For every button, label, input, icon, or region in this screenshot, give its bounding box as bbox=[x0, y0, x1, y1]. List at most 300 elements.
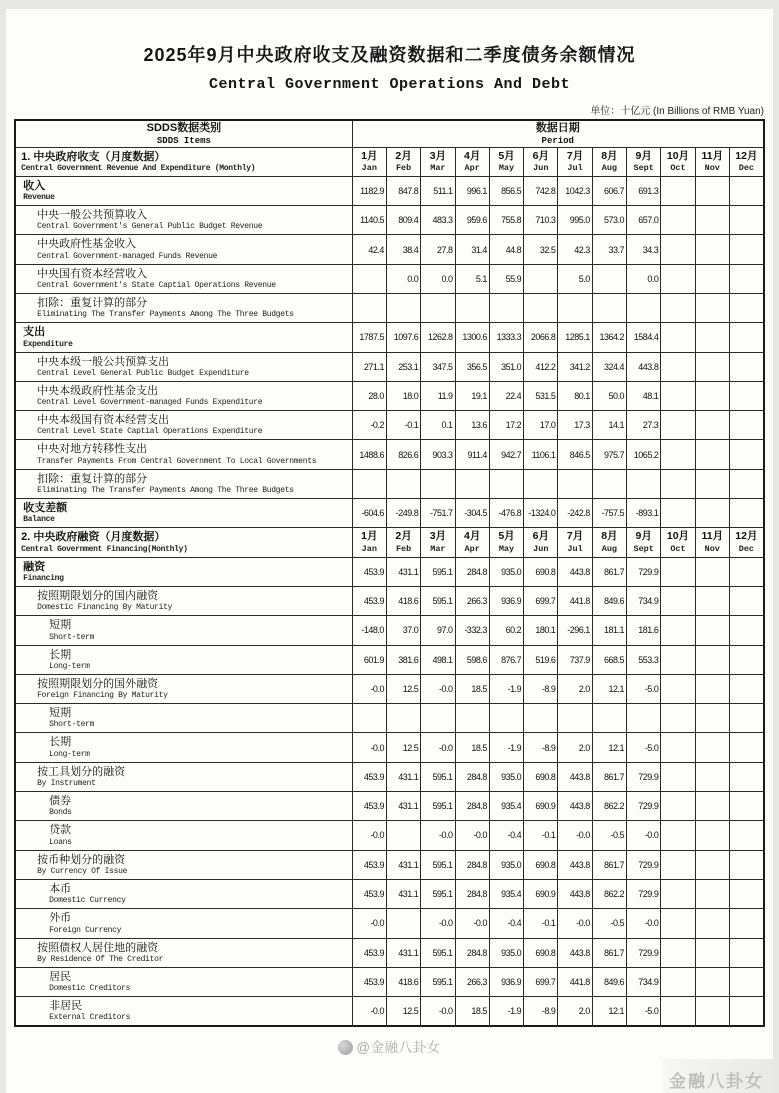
month-label-en: Dec bbox=[738, 163, 755, 174]
watermark-text: @金融八卦女 bbox=[356, 1040, 441, 1056]
value-cell: 573.0 bbox=[592, 206, 626, 235]
unit-note: 单位：十亿元 (In Billions of RMB Yuan) bbox=[590, 106, 764, 117]
value-cell bbox=[695, 323, 729, 352]
month-label-en: May bbox=[498, 544, 515, 555]
value-cell: 180.1 bbox=[524, 616, 558, 645]
value-cell: 846.5 bbox=[558, 440, 592, 469]
row-label-cell bbox=[15, 176, 352, 205]
row-label-cell bbox=[15, 879, 352, 908]
table-row bbox=[15, 792, 764, 821]
value-cell: -0.0 bbox=[352, 674, 386, 703]
value-cell bbox=[729, 674, 763, 703]
value-cell bbox=[661, 323, 695, 352]
row-label-cell bbox=[15, 762, 352, 791]
month-header-cell bbox=[592, 528, 626, 557]
month-label-cn: 3月 bbox=[429, 149, 447, 162]
month-header-cell bbox=[661, 147, 695, 176]
value-cell: -249.8 bbox=[386, 499, 420, 528]
value-cell: 431.1 bbox=[386, 557, 420, 586]
value-cell: 453.9 bbox=[352, 762, 386, 791]
value-cell bbox=[695, 264, 729, 293]
value-cell: 862.2 bbox=[592, 792, 626, 821]
table-row bbox=[15, 381, 764, 410]
value-cell: 1285.1 bbox=[558, 323, 592, 352]
value-cell: 601.9 bbox=[352, 645, 386, 674]
row-label-en: Domestic Currency bbox=[49, 896, 126, 906]
value-cell: 1787.5 bbox=[352, 323, 386, 352]
month-header-cell bbox=[489, 147, 523, 176]
value-cell: 38.4 bbox=[386, 235, 420, 264]
row-label-en: Loans bbox=[49, 837, 72, 847]
value-cell bbox=[729, 704, 763, 733]
row-label-cell bbox=[15, 674, 352, 703]
value-cell: 33.7 bbox=[592, 235, 626, 264]
month-label-cn: 3月 bbox=[429, 530, 447, 543]
value-cell bbox=[455, 704, 489, 733]
month-label-en: Apr bbox=[464, 544, 480, 555]
value-cell: -1324.0 bbox=[524, 499, 558, 528]
value-cell: 942.7 bbox=[489, 440, 523, 469]
value-cell: -0.1 bbox=[524, 821, 558, 850]
value-cell: 32.5 bbox=[524, 235, 558, 264]
section-header-row bbox=[15, 528, 764, 557]
value-cell: 12.1 bbox=[592, 674, 626, 703]
value-cell: 737.9 bbox=[558, 645, 592, 674]
value-cell: 606.7 bbox=[592, 176, 626, 205]
value-cell: 690.8 bbox=[524, 557, 558, 586]
value-cell: 443.8 bbox=[558, 792, 592, 821]
month-label-en: Dec bbox=[738, 544, 755, 555]
row-label-cell bbox=[15, 616, 352, 645]
value-cell bbox=[695, 381, 729, 410]
value-cell: 1065.2 bbox=[627, 440, 661, 469]
value-cell: 31.4 bbox=[455, 235, 489, 264]
value-cell: 0.1 bbox=[421, 411, 455, 440]
value-cell bbox=[661, 645, 695, 674]
value-cell bbox=[386, 469, 420, 498]
value-cell: 935.0 bbox=[489, 762, 523, 791]
value-cell: 181.6 bbox=[627, 616, 661, 645]
row-label-en: Revenue bbox=[23, 193, 55, 203]
table-row bbox=[15, 938, 764, 967]
table-row bbox=[15, 499, 764, 528]
value-cell: 431.1 bbox=[386, 792, 420, 821]
page-title-cn: 2025年9月中央政府收支及融资数据和二季度债务余额情况 bbox=[143, 45, 636, 65]
row-label-cell bbox=[15, 997, 352, 1027]
value-cell bbox=[592, 469, 626, 498]
value-cell bbox=[524, 469, 558, 498]
value-cell: -296.1 bbox=[558, 616, 592, 645]
month-label-cn: 2月 bbox=[395, 530, 412, 543]
month-header-cell bbox=[558, 147, 592, 176]
value-cell: 431.1 bbox=[386, 938, 420, 967]
value-cell: 690.9 bbox=[524, 879, 558, 908]
month-label-en: Jan bbox=[361, 163, 377, 174]
month-label-en: Mar bbox=[430, 163, 446, 174]
value-cell: 911.4 bbox=[455, 440, 489, 469]
value-cell: -0.0 bbox=[352, 909, 386, 938]
value-cell: 284.8 bbox=[455, 557, 489, 586]
value-cell: 431.1 bbox=[386, 879, 420, 908]
value-cell: 862.2 bbox=[592, 879, 626, 908]
month-label-cn: 12月 bbox=[735, 530, 758, 543]
value-cell bbox=[729, 997, 763, 1027]
value-cell: 17.0 bbox=[524, 411, 558, 440]
value-cell: -0.4 bbox=[489, 821, 523, 850]
value-cell bbox=[386, 293, 420, 322]
value-cell: -5.0 bbox=[627, 997, 661, 1027]
row-label-en: Balance bbox=[23, 515, 55, 525]
row-label-cell bbox=[15, 938, 352, 967]
month-label-en: Oct bbox=[670, 544, 686, 555]
value-cell: 5.1 bbox=[455, 264, 489, 293]
month-label-en: Aug bbox=[601, 163, 618, 174]
value-cell bbox=[661, 879, 695, 908]
value-cell bbox=[695, 293, 729, 322]
row-label-en: Foreign Financing By Maturity bbox=[37, 691, 168, 701]
row-label-en: Central Level General Public Budget Expenditure bbox=[37, 368, 249, 378]
table-row bbox=[15, 235, 764, 264]
month-label-cn: 5月 bbox=[498, 149, 515, 162]
value-cell bbox=[661, 206, 695, 235]
value-cell: 324.4 bbox=[592, 352, 626, 381]
value-cell: 27.3 bbox=[627, 411, 661, 440]
value-cell bbox=[729, 821, 763, 850]
month-label-cn: 1月 bbox=[361, 530, 378, 543]
row-label-cn: 债券 bbox=[49, 795, 72, 808]
row-label-cell bbox=[15, 821, 352, 850]
row-label-en: Expenditure bbox=[23, 339, 73, 349]
month-label-cn: 7月 bbox=[566, 149, 584, 162]
value-cell bbox=[627, 704, 661, 733]
row-label-cell bbox=[15, 381, 352, 410]
value-cell: 17.2 bbox=[489, 411, 523, 440]
value-cell: 657.0 bbox=[627, 206, 661, 235]
value-cell: -5.0 bbox=[627, 674, 661, 703]
value-cell: 690.8 bbox=[524, 938, 558, 967]
value-cell bbox=[661, 733, 695, 762]
row-label-cn: 短期 bbox=[49, 707, 72, 720]
value-cell: -8.9 bbox=[524, 674, 558, 703]
value-cell bbox=[558, 469, 592, 498]
month-label-en: Jun bbox=[533, 544, 549, 555]
value-cell: 996.1 bbox=[455, 176, 489, 205]
value-cell: 37.0 bbox=[386, 616, 420, 645]
value-cell: 12.1 bbox=[592, 733, 626, 762]
month-header-cell bbox=[386, 147, 420, 176]
value-cell bbox=[661, 586, 695, 615]
value-cell: 1364.2 bbox=[592, 323, 626, 352]
value-cell bbox=[661, 909, 695, 938]
value-cell: 12.5 bbox=[386, 733, 420, 762]
value-cell: 266.3 bbox=[455, 586, 489, 615]
row-label-cn: 扣除：重复计算的部分 bbox=[37, 296, 148, 309]
value-cell: 19.1 bbox=[455, 381, 489, 410]
value-cell: 856.5 bbox=[489, 176, 523, 205]
month-label-cn: 12月 bbox=[735, 149, 758, 162]
value-cell: 498.1 bbox=[421, 645, 455, 674]
value-cell: 2.0 bbox=[558, 674, 592, 703]
month-label-cn: 9月 bbox=[635, 530, 652, 543]
value-cell: 12.5 bbox=[386, 674, 420, 703]
row-label-en: Central Level Government-managed Funds Expenditure bbox=[37, 398, 263, 408]
value-cell: 2.0 bbox=[558, 997, 592, 1027]
value-cell: 44.8 bbox=[489, 235, 523, 264]
row-label-en: Financing bbox=[23, 573, 64, 583]
value-cell: 531.5 bbox=[524, 381, 558, 410]
value-cell: 418.6 bbox=[386, 967, 420, 996]
month-label-cn: 7月 bbox=[566, 530, 584, 543]
value-cell: -0.2 bbox=[352, 411, 386, 440]
row-label-cn: 按币种划分的融资 bbox=[37, 853, 126, 866]
month-label-en: Feb bbox=[395, 163, 412, 174]
table-row bbox=[15, 557, 764, 586]
value-cell: 1584.4 bbox=[627, 323, 661, 352]
value-cell: 271.1 bbox=[352, 352, 386, 381]
value-cell: 690.8 bbox=[524, 762, 558, 791]
value-cell: 1042.3 bbox=[558, 176, 592, 205]
row-label-cn: 居民 bbox=[49, 970, 72, 983]
value-cell: 598.6 bbox=[455, 645, 489, 674]
value-cell: -0.0 bbox=[421, 674, 455, 703]
value-cell: 483.3 bbox=[421, 206, 455, 235]
value-cell: 50.0 bbox=[592, 381, 626, 410]
table-row bbox=[15, 440, 764, 469]
row-label-cn: 中央对地方转移性支出 bbox=[37, 443, 148, 456]
value-cell bbox=[695, 909, 729, 938]
row-label-cn: 长期 bbox=[49, 736, 72, 749]
value-cell: 959.6 bbox=[455, 206, 489, 235]
value-cell: 18.5 bbox=[455, 674, 489, 703]
month-label-cn: 8月 bbox=[601, 149, 618, 162]
value-cell bbox=[661, 499, 695, 528]
month-label-en: Jul bbox=[567, 163, 583, 174]
value-cell bbox=[627, 469, 661, 498]
value-cell: 341.2 bbox=[558, 352, 592, 381]
value-cell: 553.3 bbox=[627, 645, 661, 674]
value-cell bbox=[661, 938, 695, 967]
value-cell bbox=[524, 264, 558, 293]
value-cell: 809.4 bbox=[386, 206, 420, 235]
table-row bbox=[15, 586, 764, 615]
row-label-cn: 中央本级国有资本经营支出 bbox=[37, 414, 170, 427]
value-cell bbox=[352, 469, 386, 498]
month-header-cell bbox=[729, 147, 763, 176]
data-table bbox=[14, 119, 765, 1027]
month-label-en: May bbox=[498, 163, 515, 174]
month-header-cell bbox=[592, 147, 626, 176]
month-label-en: Jun bbox=[533, 163, 549, 174]
period-label-cn: 数据日期 bbox=[535, 122, 580, 135]
row-label-cn: 收入 bbox=[23, 179, 46, 192]
value-cell: 935.4 bbox=[489, 879, 523, 908]
table-row bbox=[15, 206, 764, 235]
value-cell bbox=[695, 176, 729, 205]
row-label-cell bbox=[15, 264, 352, 293]
value-cell: 995.0 bbox=[558, 206, 592, 235]
value-cell: -751.7 bbox=[421, 499, 455, 528]
value-cell bbox=[695, 762, 729, 791]
value-cell bbox=[729, 440, 763, 469]
value-cell: 284.8 bbox=[455, 850, 489, 879]
value-cell bbox=[695, 733, 729, 762]
value-cell: 441.8 bbox=[558, 967, 592, 996]
row-label-en: Eliminating The Transfer Payments Among The Three Budgets bbox=[37, 486, 294, 496]
row-label-cn: 短期 bbox=[49, 619, 72, 632]
value-cell: -242.8 bbox=[558, 499, 592, 528]
row-label-en: Central Government-managed Funds Revenue bbox=[37, 251, 218, 261]
value-cell bbox=[729, 967, 763, 996]
value-cell bbox=[695, 557, 729, 586]
value-cell: 519.6 bbox=[524, 645, 558, 674]
row-label-cell bbox=[15, 645, 352, 674]
value-cell: 18.5 bbox=[455, 733, 489, 762]
value-cell: 453.9 bbox=[352, 850, 386, 879]
value-cell bbox=[558, 704, 592, 733]
value-cell: -0.0 bbox=[421, 909, 455, 938]
row-label-cn: 外币 bbox=[49, 912, 72, 925]
value-cell: 13.6 bbox=[455, 411, 489, 440]
month-label-cn: 1月 bbox=[361, 149, 378, 162]
value-cell: -893.1 bbox=[627, 499, 661, 528]
value-cell: 2.0 bbox=[558, 733, 592, 762]
month-label-cn: 2月 bbox=[395, 149, 412, 162]
value-cell bbox=[729, 645, 763, 674]
value-cell: 284.8 bbox=[455, 879, 489, 908]
value-cell: 861.7 bbox=[592, 938, 626, 967]
value-cell bbox=[729, 850, 763, 879]
value-cell: 511.1 bbox=[421, 176, 455, 205]
row-label-cell bbox=[15, 440, 352, 469]
table-row bbox=[15, 674, 764, 703]
table-row bbox=[15, 352, 764, 381]
value-cell: 595.1 bbox=[421, 938, 455, 967]
value-cell: 975.7 bbox=[592, 440, 626, 469]
value-cell: 181.1 bbox=[592, 616, 626, 645]
value-cell bbox=[421, 469, 455, 498]
value-cell bbox=[661, 704, 695, 733]
month-label-cn: 6月 bbox=[532, 530, 549, 543]
value-cell: 453.9 bbox=[352, 586, 386, 615]
row-label-cell bbox=[15, 704, 352, 733]
value-cell: 443.8 bbox=[627, 352, 661, 381]
table-row bbox=[15, 821, 764, 850]
row-label-en: Short-term bbox=[49, 632, 95, 642]
value-cell: 1488.6 bbox=[352, 440, 386, 469]
value-cell: 55.9 bbox=[489, 264, 523, 293]
value-cell bbox=[729, 792, 763, 821]
value-cell bbox=[695, 967, 729, 996]
value-cell: 431.1 bbox=[386, 762, 420, 791]
value-cell: -0.0 bbox=[627, 909, 661, 938]
table-header-row bbox=[15, 120, 764, 147]
value-cell: 253.1 bbox=[386, 352, 420, 381]
value-cell: 2066.8 bbox=[524, 323, 558, 352]
value-cell: 729.9 bbox=[627, 938, 661, 967]
section-title-cn: 2. 中央政府融资（月度数据） bbox=[21, 531, 166, 544]
value-cell: 936.9 bbox=[489, 967, 523, 996]
month-label-cn: 8月 bbox=[601, 530, 618, 543]
value-cell bbox=[489, 704, 523, 733]
month-header-cell bbox=[695, 528, 729, 557]
value-cell bbox=[729, 235, 763, 264]
month-label-cn: 4月 bbox=[464, 530, 481, 543]
month-header-cell bbox=[524, 147, 558, 176]
value-cell: 755.8 bbox=[489, 206, 523, 235]
value-cell bbox=[695, 586, 729, 615]
value-cell bbox=[352, 704, 386, 733]
value-cell: 1140.5 bbox=[352, 206, 386, 235]
value-cell bbox=[661, 557, 695, 586]
value-cell bbox=[661, 967, 695, 996]
month-label-cn: 10月 bbox=[666, 149, 690, 162]
value-cell: -5.0 bbox=[627, 733, 661, 762]
month-label-en: Jan bbox=[361, 544, 377, 555]
value-cell bbox=[695, 850, 729, 879]
value-cell: 729.9 bbox=[627, 762, 661, 791]
value-cell bbox=[695, 616, 729, 645]
month-header-cell bbox=[558, 528, 592, 557]
value-cell: 266.3 bbox=[455, 967, 489, 996]
value-cell: 826.6 bbox=[386, 440, 420, 469]
row-label-cn: 支出 bbox=[23, 326, 46, 339]
value-cell: 1262.8 bbox=[421, 323, 455, 352]
value-cell: 935.4 bbox=[489, 792, 523, 821]
value-cell bbox=[695, 645, 729, 674]
table-row bbox=[15, 733, 764, 762]
value-cell: 729.9 bbox=[627, 879, 661, 908]
value-cell: 284.8 bbox=[455, 792, 489, 821]
row-label-cn: 收支差额 bbox=[23, 502, 68, 515]
value-cell bbox=[729, 762, 763, 791]
value-cell bbox=[386, 909, 420, 938]
table-row bbox=[15, 176, 764, 205]
value-cell: 1106.1 bbox=[524, 440, 558, 469]
value-cell bbox=[661, 850, 695, 879]
value-cell: 668.5 bbox=[592, 645, 626, 674]
row-label-en: Short-term bbox=[49, 720, 95, 730]
row-label-cell bbox=[15, 909, 352, 938]
value-cell bbox=[558, 293, 592, 322]
value-cell: 903.3 bbox=[421, 440, 455, 469]
value-cell: 849.6 bbox=[592, 967, 626, 996]
value-cell: -0.0 bbox=[627, 821, 661, 850]
row-label-cell bbox=[15, 586, 352, 615]
value-cell: -476.8 bbox=[489, 499, 523, 528]
value-cell bbox=[455, 469, 489, 498]
value-cell bbox=[627, 293, 661, 322]
value-cell bbox=[661, 235, 695, 264]
value-cell: 690.8 bbox=[524, 850, 558, 879]
value-cell bbox=[592, 293, 626, 322]
table-row bbox=[15, 293, 764, 322]
row-label-en: External Creditors bbox=[49, 1013, 131, 1023]
value-cell: -0.1 bbox=[386, 411, 420, 440]
value-cell bbox=[661, 821, 695, 850]
value-cell bbox=[729, 909, 763, 938]
value-cell: -0.5 bbox=[592, 821, 626, 850]
table-row bbox=[15, 879, 764, 908]
value-cell: 935.0 bbox=[489, 850, 523, 879]
row-label-en: By Instrument bbox=[37, 779, 96, 789]
value-cell bbox=[729, 938, 763, 967]
value-cell: 42.4 bbox=[352, 235, 386, 264]
month-label-en: Apr bbox=[464, 163, 480, 174]
section-title-en: Central Government Revenue And Expenditure (Monthly) bbox=[21, 163, 256, 173]
month-label-cn: 4月 bbox=[464, 149, 481, 162]
row-label-cell bbox=[15, 967, 352, 996]
row-label-cell bbox=[15, 850, 352, 879]
